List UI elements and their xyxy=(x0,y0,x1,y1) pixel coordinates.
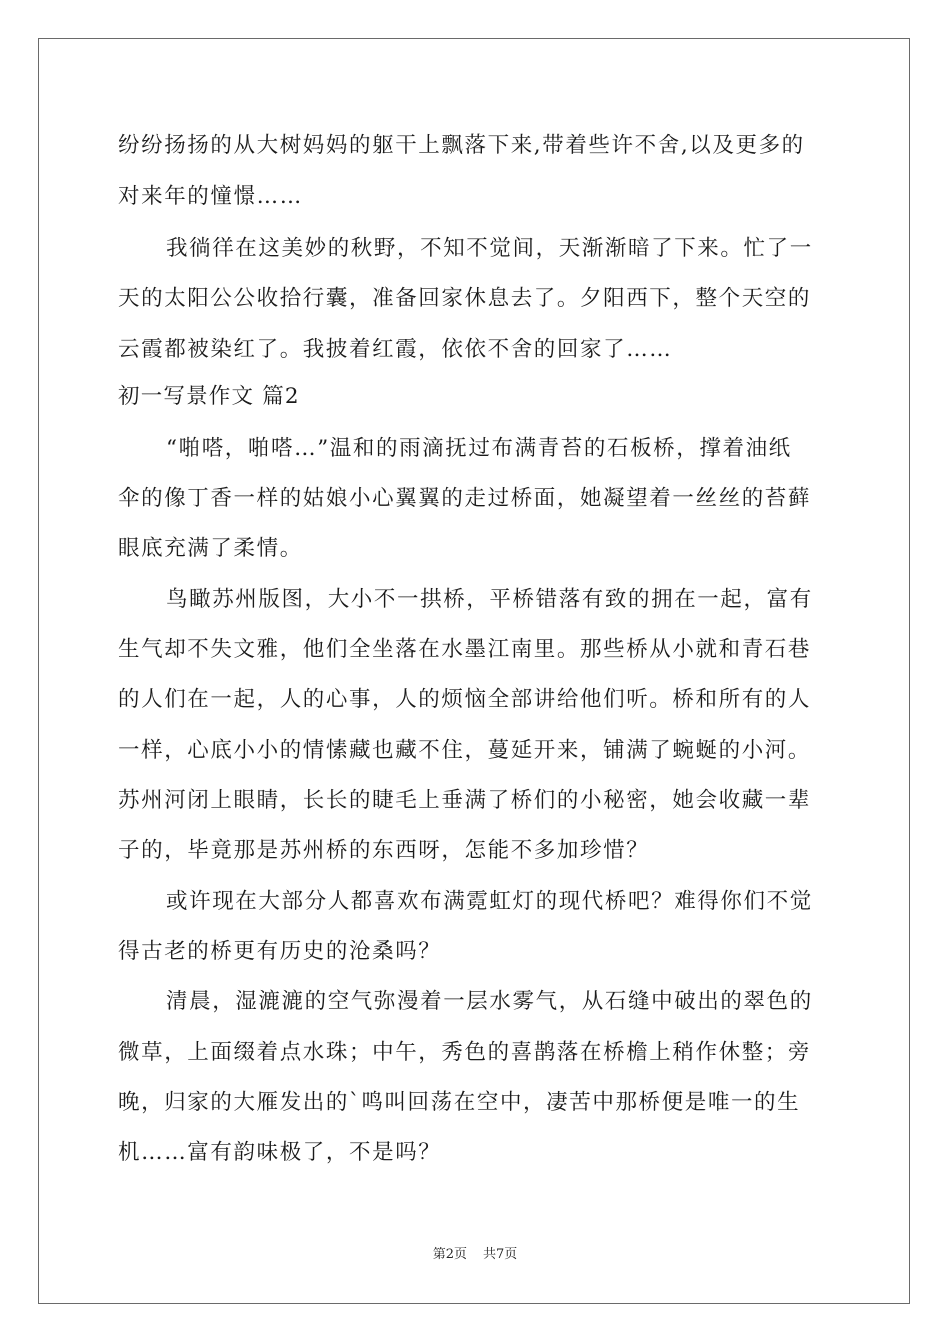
paragraph-start: 鸟瞰苏州版图，大小不一拱桥，平桥错落有致的拥在一起，富有 xyxy=(166,587,813,612)
text-line: 一样，心底小小的情愫藏也藏不住，蔓延开来，铺满了蜿蜒的小河。 xyxy=(118,738,812,763)
text-line: 得古老的桥更有历史的沧桑吗？ xyxy=(118,939,442,964)
paragraph-start: 或许现在大部分人都喜欢布满霓虹灯的现代桥吧？难得你们不觉 xyxy=(166,889,813,914)
paragraph-start: “啪嗒，啪嗒…”温和的雨滴抚过布满青苔的石板桥，撑着油纸 xyxy=(166,436,792,461)
text-line: 眼底充满了柔情。 xyxy=(118,536,303,561)
paragraph-start: 清晨，湿漉漉的空气弥漫着一层水雾气，从石缝中破出的翠色的 xyxy=(166,989,813,1014)
text-line: 云霞都被染红了。我披着红霞，依依不舍的回家了…… xyxy=(118,337,673,362)
section-heading: 初一写景作文 篇2 xyxy=(118,384,300,409)
text-line: 苏州河闭上眼睛，长长的睫毛上垂满了桥们的小秘密，她会收藏一辈 xyxy=(118,788,812,813)
page-number: 第2页 xyxy=(432,1247,467,1262)
paragraph-start: 我徜徉在这美妙的秋野，不知不觉间，天渐渐暗了下来。忙了一 xyxy=(166,236,813,261)
text-line: 机……富有韵味极了，不是吗？ xyxy=(118,1140,442,1165)
text-line: 纷纷扬扬的从大树妈妈的躯干上飘落下来,带着些许不舍,以及更多的 xyxy=(118,133,805,158)
text-line: 微草，上面缀着点水珠；中午，秀色的喜鹊落在桥檐上稍作休整；旁 xyxy=(118,1040,812,1065)
text-line: 生气却不失文雅，他们全坐落在水墨江南里。那些桥从小就和青石巷 xyxy=(118,637,812,662)
text-line: 天的太阳公公收拾行囊，准备回家休息去了。夕阳西下，整个天空的 xyxy=(118,286,812,311)
text-line: 的人们在一起，人的心事，人的烦恼全部讲给他们听。桥和所有的人 xyxy=(118,687,812,712)
text-line: 子的，毕竟那是苏州桥的东西呀，怎能不多加珍惜？ xyxy=(118,838,650,863)
text-line: 晚，归家的大雁发出的`鸣叫回荡在空中，凄苦中那桥便是唯一的生 xyxy=(118,1090,801,1115)
page-total: 共7页 xyxy=(483,1247,518,1262)
text-line: 伞的像丁香一样的姑娘小心翼翼的走过桥面，她凝望着一丝丝的苔藓 xyxy=(118,486,812,511)
page-footer xyxy=(0,1246,950,1264)
text-line: 对来年的憧憬…… xyxy=(118,184,303,209)
